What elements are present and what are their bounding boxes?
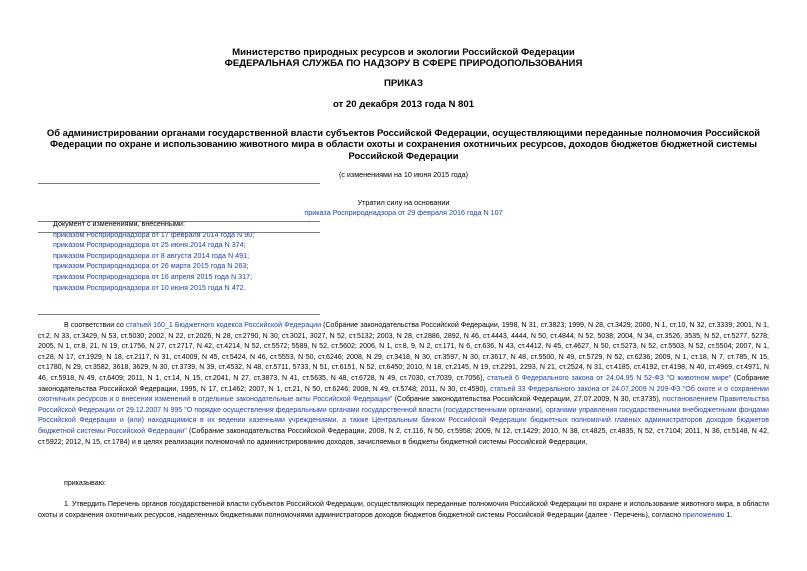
change-link[interactable]: приказом Росприроднадзора от 10 июня 2015 года N 472. bbox=[53, 282, 246, 292]
change-link[interactable]: приказом Росприроднадзора от 17 февраля 2014 года N 90; bbox=[53, 229, 255, 239]
budget-code-link[interactable]: статьей 160_1 Бюджетного кодекса Российской Федерации bbox=[125, 322, 322, 329]
divider bbox=[38, 183, 320, 184]
document-title: Об администрировании органами государственной власти субъектов Российской Федерации, осуществляющими переданные полномочия Российской Федерации по охране и использованию животного мира в области охоты и сохранения охотничьих ресурсов, доходов бюджетов бюджетной системы Российской Федерации bbox=[46, 127, 761, 161]
item-1-paragraph bbox=[38, 500, 769, 521]
edition-note: (с изменениями на 10 июня 2015 года) bbox=[338, 170, 469, 179]
change-link[interactable]: приказом Росприроднадзора от 25 июня 2014 года N 374; bbox=[53, 240, 246, 250]
service-name: ФЕДЕРАЛЬНАЯ СЛУЖБА ПО НАДЗОРУ В СФЕРЕ ПРИРОДОПОЛЬЗОВАНИЯ bbox=[224, 58, 583, 69]
changes-list bbox=[53, 219, 254, 293]
item-1-tail: 1. bbox=[724, 511, 733, 519]
preamble-paragraph bbox=[38, 321, 769, 448]
hunting-law-link[interactable]: статьей 33 Федерального закона от 24.07.2009 N 209-ФЗ "Об охоте и о сохранении охотничьих ресурсов и о внесении изменений в отдельные законодательные акты Российской Федерации" bbox=[38, 385, 769, 404]
preamble-text: (Собрание законодательства Российской Федерации, 1995, N 17, ст.1462; 2007, N 1, ст.21, N 50, ст.6246; 2008, N 49, ст.5748; 2011, N 30, ст.4590), bbox=[38, 374, 770, 393]
divider bbox=[38, 232, 320, 233]
appendix-link[interactable]: приложению bbox=[683, 511, 725, 519]
change-link[interactable]: приказом Росприроднадзора от 16 апреля 2015 года N 317; bbox=[53, 271, 253, 281]
preamble-text: В соответствии со bbox=[64, 322, 126, 329]
repeal-text: Утратил силу на основании bbox=[357, 198, 450, 207]
change-link[interactable]: приказом Росприроднадзора от 8 августа 2014 года N 491; bbox=[53, 250, 250, 260]
item-1-text: 1. Утвердить Перечень органов государственной власти субъектов Российской Федерации, осуществляющих переданные полномочия Российской Федерации по охране и использование животного мира, в области охоты и сохранения охотничьих ресурсов, наделенных бюджетными полномочиями администраторов доходов бюджетов бюджетной системы Российской Федерации (далее - Перечень), согласно bbox=[38, 501, 769, 519]
order-word: приказываю: bbox=[64, 480, 106, 487]
preamble-text: (Собрание законодательства Российской Федерации, 2008, N 2, ст.116, N 50, ст.5958; 2009, N 12, ст.1429; 2010, N 38, ст.4825, ст.4835, N 52, ст.7104; 2011, N 36, ст.5148, N 42, ст.5922; 2012, N 15, ст.1784) и в целях реализации полномочий по администрированию доходов, зачисляемых в бюджеты бюджетной системы Российской Федерации, bbox=[38, 427, 769, 446]
ministry-name: Министерство природных ресурсов и экологии Российской Федерации bbox=[232, 47, 575, 58]
changes-heading: Документ с изменениями, внесенными: bbox=[53, 219, 185, 228]
preamble-text: (Собрание законодательства Российской Федерации, 27.07.2009, N 30, ст.3735), bbox=[392, 396, 663, 404]
repeal-link[interactable]: приказа Росприроднадзора от 29 февраля 2016 года N 107 bbox=[304, 208, 503, 217]
document-type: ПРИКАЗ bbox=[384, 78, 423, 89]
government-resolution-link[interactable]: постановлением Правительства Российской Федерации от 29.12.2007 N 995 "О порядке осуществления федеральными органами государственной власти (государственными органами), органами управления государственными внебюджетными фондами Российской Федерации и (или) находящимися в их ведении казенными учреждениями, а также Центральным банком Российской Федерации бюджетных полномочий главных администраторов доходов бюджетов бюджетной системы Российской Федерации" bbox=[38, 396, 769, 435]
divider bbox=[38, 314, 320, 315]
change-link[interactable]: приказом Росприроднадзора от 26 марта 2015 года N 263; bbox=[53, 261, 249, 271]
wildlife-law-link[interactable]: статьей 6 Федерального закона от 24.04.95 N 52-ФЗ "О животном мире" bbox=[487, 374, 732, 382]
preamble-text: (Собрание законодательства Российской Федерации, 1998, N 31, ст.3823; 1999, N 28, ст.3429; 2000, N 1, ст.10, N 32, ст.3339; 2001, N 1, ст.2, N 33, ст.3429, N 53, ст.5030; 2002, N 22, ст.2026, N 28, ст.2790, N 30, ст.3021, 3027, N 52, ст.5132; 2003, N 28, ст.2886, 2892, N 46, ст.4443, 4444, N 50, ст.4844, N 52, 5038; 2004, N 34, ст.3526, 3535, N 52, ст.5277, 5278; 2005, N 1, ст.8, 21, N 19, ст.1756, N 27, ст.2717, N 42, ст.4214, N 52, ст.5572; 5589, N 52, ст.5602; 2006, N 1, ст.8, 9, N 2, ст.171, N 6, ст.636, N 43, ст.4412, N 45, ст.4627, N 50, ст.5273, N 52, ст.5503, N 52, ст.5504; 2007, N 1, ст.28, N 17, ст.1929, N 18, ст.2117, N 31, ст.4009, N 45, ст.5424, N 46, ст.5553, N 50, ст.6246; 2008, N 29, ст.3418, N 30, ст.3597, N 30, ст.3617, N 48, ст.5500, N 49, ст.5729, N 52, ст.6236; 2009, N 1, ст.18, N 7, ст.785, N 15, ст.1780, N 29, ст.3582, 3618, 3629, N 30, ст.3739, N 39, ст.4532, N 48, ст.5711, 5733, N 51, ст.6151, N 52, ст.6450; 2010, N 18, ст.2145, N 19, ст.2291, 2293, N 21, ст.2524, N 31, ст.4185, ст.4192, ст.4198, N 40, ст.4969, ст.4971, N 46, ст.5918, N 49, ст.6409; 2011, N 1, ст.14, N 15, ст.2041, N 27, ст.3873, N 41, ст.5635, N 48, ст.6728, N 49, ст.7030, ст.7039, ст.7056), bbox=[38, 322, 769, 382]
document-date: от 20 декабря 2013 года N 801 bbox=[332, 99, 475, 110]
